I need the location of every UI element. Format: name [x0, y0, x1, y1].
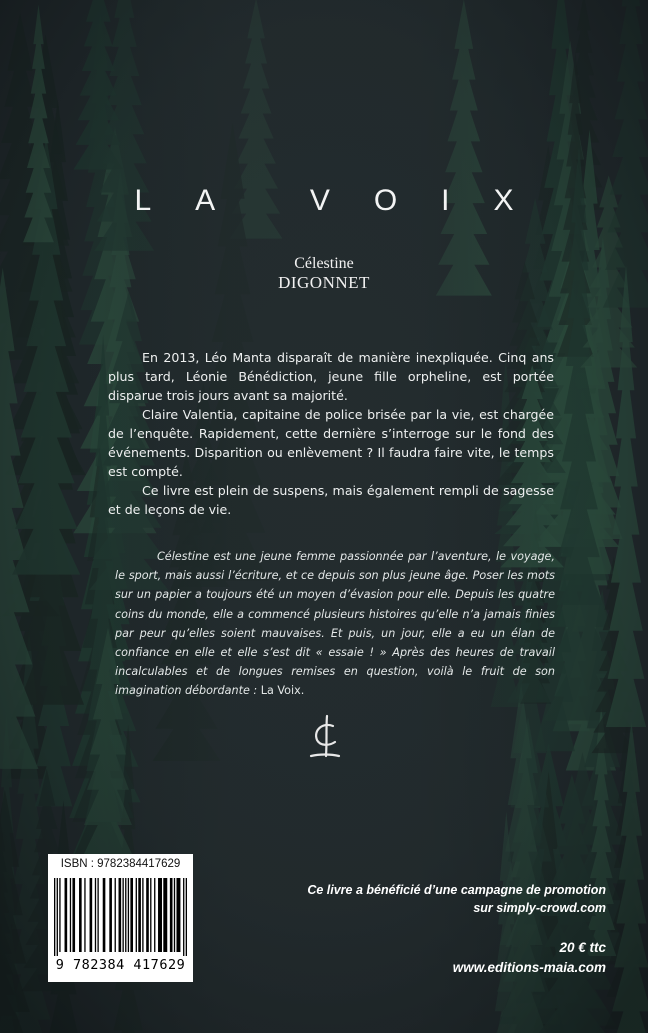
barcode-bar: [57, 878, 58, 956]
barcode-bar: [79, 878, 82, 952]
barcode-bar: [163, 878, 167, 952]
synopsis-paragraph: Ce livre est plein de suspens, mais également rempli de sagesse et de leçons de vie.: [108, 483, 554, 517]
book-title: LA VOIX: [134, 184, 558, 217]
barcode-bar: [146, 878, 149, 952]
barcode-bar: [158, 878, 162, 952]
barcode-bar: [122, 878, 123, 952]
barcode-bar: [154, 878, 155, 952]
author-first-name: Célestine: [294, 255, 354, 272]
barcode-bar: [176, 878, 180, 952]
author-bio: [115, 547, 555, 701]
barcode-bars: [52, 878, 189, 956]
barcode-bar: [59, 878, 60, 952]
barcode: [48, 854, 193, 982]
barcode-bar: [183, 878, 184, 956]
barcode-bar: [72, 878, 75, 952]
barcode-bar: [90, 878, 93, 952]
barcode-bar: [128, 878, 129, 952]
barcode-bar: [84, 878, 85, 952]
barcode-bar: [174, 878, 175, 952]
barcode-bar: [130, 878, 133, 952]
barcode-bar: [65, 878, 68, 952]
barcode-bar: [138, 878, 141, 952]
barcode-bar: [125, 878, 126, 952]
barcode-bar: [136, 878, 137, 952]
barcode-bar: [97, 878, 98, 952]
isbn-label: ISBN : 9782384417629: [60, 858, 181, 870]
promo-line: sur simply-crowd.com: [473, 901, 606, 915]
barcode-bar: [186, 878, 187, 956]
barcode-bar: [150, 878, 151, 952]
author-last-name: DIGONNET: [278, 273, 370, 292]
barcode-bar: [54, 878, 55, 956]
publisher-website: www.editions-maia.com: [452, 960, 606, 975]
price: 20 € ttc: [559, 940, 606, 955]
barcode-bar: [119, 878, 122, 952]
barcode-bar: [70, 878, 71, 952]
promo-note: [286, 881, 606, 917]
synopsis: [108, 348, 554, 519]
synopsis-paragraph: En 2013, Léo Manta disparaît de manière inexpliquée. Cinq ans plus tard, Léonie Bénédiction, jeune fille orpheline, est portée disparue trois jours avant sa majorité.: [108, 350, 554, 403]
author-bio-text: Célestine est une jeune femme passionnée par l’aventure, le voyage, le sport, mais aussi l’écriture, et ce depuis son plus jeune âge. Poser les mots sur un papier a toujours été un moyen d’évasion pour elle. Depuis les quatre coins du monde, elle a commencé plusieurs histoires qu’elle n’a jamais finies par peur qu’elles soient mauvaises. Et puis, un jour, elle a eu un élan de confiance en elle et elle s’est dit « essaie ! » Après des heures de travail incalculables et de longues remises en question, voilà le fruit de son imagination débordante :: [115, 550, 555, 698]
barcode-digits: 9 782384 417629: [55, 957, 186, 973]
barcode-bar: [142, 878, 143, 952]
barcode-bar: [170, 878, 173, 952]
barcode-bar: [95, 878, 96, 952]
barcode-bar: [115, 878, 116, 952]
synopsis-paragraph: Claire Valentia, capitaine de police brisée par la vie, est chargée de l’enquête. Rapidement, cette dernière s’interroge sur le fond des événements. Disparition ou enlèvement ? Il faudra faire vite, le temps est compté.: [108, 407, 554, 479]
publisher-logo-icon: [305, 712, 345, 764]
barcode-bar: [109, 878, 112, 952]
author-bio-book-name: La Voix.: [260, 684, 305, 698]
barcode-bar: [103, 878, 106, 952]
promo-line: Ce livre a bénéficié d’une campagne de promotion: [307, 883, 606, 897]
